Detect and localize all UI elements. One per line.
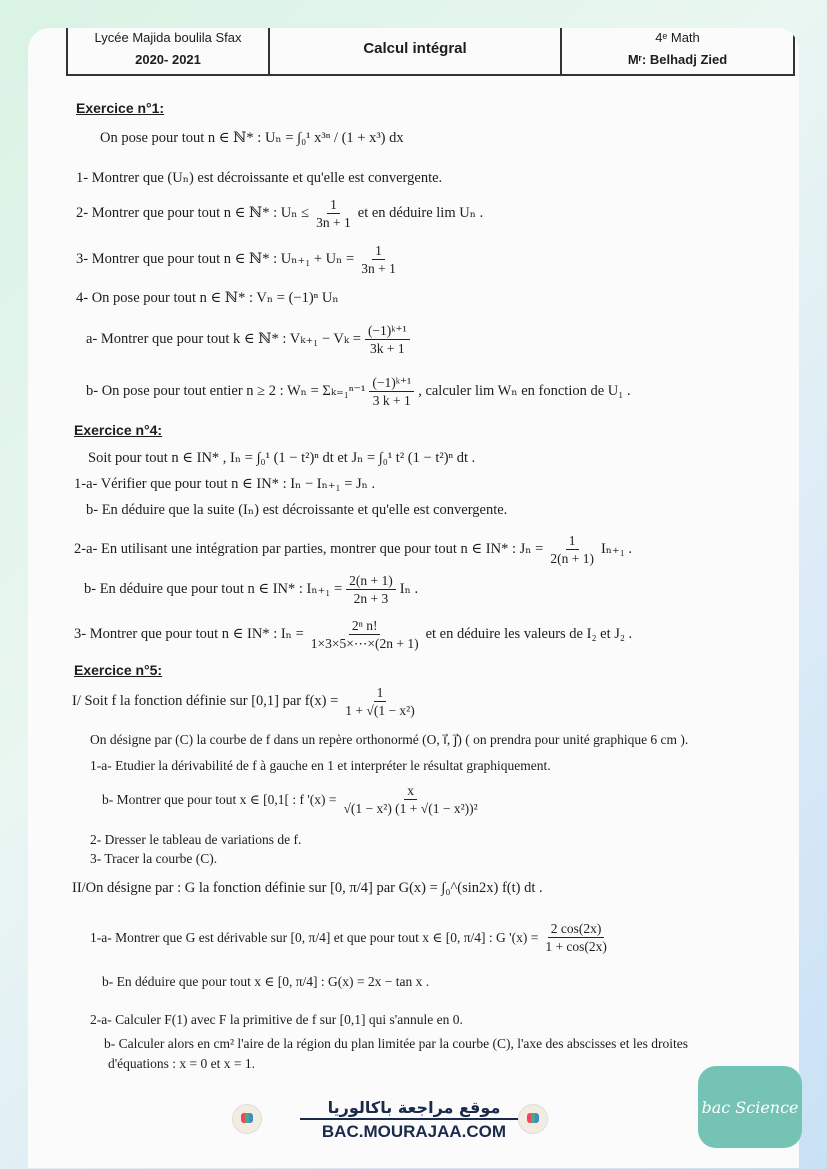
site-url-link[interactable]: BAC.MOURAJAA.COM (321, 1122, 507, 1141)
denominator: 3k + 1 (370, 341, 405, 356)
denominator: 3n + 1 (316, 215, 351, 230)
ex5-ii-q2a: 2-a- Calculer F(1) avec F la primitive de f sur [0,1] qui s'annule en 0. (90, 1012, 463, 1027)
ex4-q2a-tail: Iₙ₊₁ . (600, 541, 633, 557)
ex5-q2: 2- Dresser le tableau de variations de f. (90, 832, 302, 847)
ex1-q4: 4- On pose pour tout n ∈ ℕ* : Vₙ = (−1)ⁿ Uₙ (76, 290, 339, 306)
ex5-ii-q1a (90, 920, 614, 955)
numerator: x (404, 782, 417, 800)
ex1-q4a (86, 322, 414, 357)
ex5-ii-q2b-line1: b- Calculer alors en cm² l'aire de la région du plan limitée par la courbe (C), l'axe des abscisses et les droites (104, 1036, 688, 1051)
ex1-q3-text: 3- Montrer que pour tout n ∈ ℕ* : Uₙ₊₁ + Uₙ = (76, 251, 355, 267)
ex1-q2-text: 2- Montrer que pour tout n ∈ ℕ* : Uₙ ≤ (76, 205, 310, 221)
ex1-q3 (76, 242, 403, 277)
ex1-intro: On pose pour tout n ∈ ℕ* : Uₙ = ∫₀¹ x³ⁿ / (1 + x³) dx (100, 130, 404, 146)
ex1-q4b-tail: , calculer lim Wₙ en fonction de U₁ . (418, 383, 631, 399)
denominator: 3 k + 1 (372, 393, 411, 408)
ex4-q2b-text: b- En déduire que pour tout n ∈ IN* : Iₙ₊₁ = (84, 581, 343, 597)
ex4-q2b-tail: Iₙ . (399, 581, 419, 597)
numerator: (−1)ᵏ⁺¹ (365, 322, 410, 340)
ex4-q3-tail: et en déduire les valeurs de I₂ et J₂ . (425, 626, 633, 642)
ex1-q2-fraction (313, 196, 354, 231)
school-name: Lycée Majida boulila Sfax (94, 30, 242, 45)
ex5-part1 (72, 684, 422, 719)
numerator: (−1)ᵏ⁺¹ (369, 374, 414, 392)
school-year: 2020- 2021 (135, 52, 201, 67)
ex5-q1b (102, 782, 485, 817)
ex4-q1b: b- En déduire que la suite (Iₙ) est décroissante et qu'elle est convergente. (86, 502, 508, 518)
ex5-part1-context: On désigne par (C) la courbe de f dans un repère orthonormé (O, i⃗, j⃗) ( on prendra pour unité graphique 6 cm ). (90, 732, 689, 747)
exercise-1-title: Exercice n°1: (76, 100, 165, 116)
header-table (66, 28, 795, 76)
ex5-q1b-text: b- Montrer que pour tout x ∈ [0,1[ : f '(x) = (102, 791, 337, 807)
ex1-q1: 1- Montrer que (Uₙ) est décroissante et qu'elle est convergente. (76, 170, 443, 186)
header-school-cell (68, 28, 270, 74)
ex4-intro: Soit pour tout n ∈ IN* , Iₙ = ∫₀¹ (1 − t²)ⁿ dt et Jₙ = ∫₀¹ t² (1 − t²)ⁿ dt . (88, 450, 476, 466)
exercise-4-title: Exercice n°4: (74, 422, 163, 438)
ex5-q1a: 1-a- Etudier la dérivabilité de f à gauche en 1 et interpréter le résultat graphiquement. (90, 758, 551, 773)
ex1-q2-tail: et en déduire lim Uₙ . (357, 205, 484, 221)
denominator: 3n + 1 (361, 261, 396, 276)
site-logo-icon (518, 1104, 548, 1134)
ex4-q3 (74, 617, 632, 652)
header-title-cell (270, 28, 562, 74)
denominator: 2n + 3 (353, 591, 389, 606)
ex1-q4a-text: a- Montrer que pour tout k ∈ ℕ* : Vₖ₊₁ − Vₖ = (86, 331, 361, 347)
ex1-q4b-fraction (369, 374, 414, 409)
ex1-q3-fraction (358, 242, 399, 277)
teacher-name: Mʳ: Belhadj Zied (627, 52, 728, 67)
ex4-q2a-text: 2-a- En utilisant une intégration par parties, montrer que pour tout n ∈ IN* : Jₙ = (74, 541, 544, 557)
header-teacher-cell (562, 28, 793, 74)
ex4-q2b-fraction (346, 572, 396, 607)
ex4-q3-text: 3- Montrer que pour tout n ∈ IN* : Iₙ = (74, 626, 304, 642)
ex5-ii-q1a-text: 1-a- Montrer que G est dérivable sur [0, π/4] et que pour tout x ∈ [0, π/4] : G '(x) = (90, 929, 539, 945)
numerator: 2ⁿ n! (349, 617, 381, 635)
ex4-q2a-fraction (547, 532, 597, 567)
ex5-f-fraction (342, 684, 417, 719)
denominator: √(1 − x²) (1 + √(1 − x²))² (343, 801, 478, 816)
site-name-arabic: موقع مراجعة باكالوريا (327, 1098, 501, 1117)
numerator: 1 (566, 532, 579, 550)
numerator: 2 cos(2x) (548, 920, 605, 938)
ex4-q3-fraction (308, 617, 422, 652)
bac-science-badge: bac Science (698, 1066, 802, 1148)
ex1-q4b-text: b- On pose pour tout entier n ≥ 2 : Wₙ = Σₖ₌₁ⁿ⁻¹ (86, 383, 366, 399)
ex1-q2 (76, 196, 483, 231)
numerator: 2(n + 1) (346, 572, 396, 590)
ex5-part1-text: I/ Soit f la fonction définie sur [0,1] par f(x) = (72, 693, 339, 709)
ex1-q4a-fraction (365, 322, 410, 357)
numerator: 1 (327, 196, 340, 214)
ex4-q2b (84, 572, 418, 607)
ex5-gprime-fraction (542, 920, 610, 955)
ex1-q4b (86, 374, 631, 409)
numerator: 1 (374, 684, 387, 702)
ex4-q1a: 1-a- Vérifier que pour tout n ∈ IN* : Iₙ − Iₙ₊₁ = Jₙ . (74, 476, 376, 492)
site-logo-icon (232, 1104, 262, 1134)
ex4-q2a (74, 532, 632, 567)
denominator: 2(n + 1) (550, 551, 594, 566)
ex5-ii-q2b-line2: d'équations : x = 0 et x = 1. (108, 1056, 256, 1071)
exercise-5-title: Exercice n°5: (74, 662, 163, 678)
ex5-fprime-fraction (341, 782, 481, 817)
ex5-ii-q1b: b- En déduire que pour tout x ∈ [0, π/4] : G(x) = 2x − tan x . (102, 974, 430, 989)
class-level: 4ᵉ Math (655, 30, 700, 45)
denominator: 1 + cos(2x) (545, 939, 607, 954)
denominator: 1×3×5×⋯×(2n + 1) (310, 636, 419, 651)
ex5-part2-intro: II/On désigne par : G la fonction définie sur [0, π/4] par G(x) = ∫₀^(sin2x) f(t) dt . (72, 880, 543, 896)
numerator: 1 (372, 242, 385, 260)
ex5-q3: 3- Tracer la courbe (C). (90, 851, 218, 866)
denominator: 1 + √(1 − x²) (345, 703, 415, 718)
document-title: Calcul intégral (363, 40, 467, 57)
site-name-underline (300, 1118, 525, 1120)
